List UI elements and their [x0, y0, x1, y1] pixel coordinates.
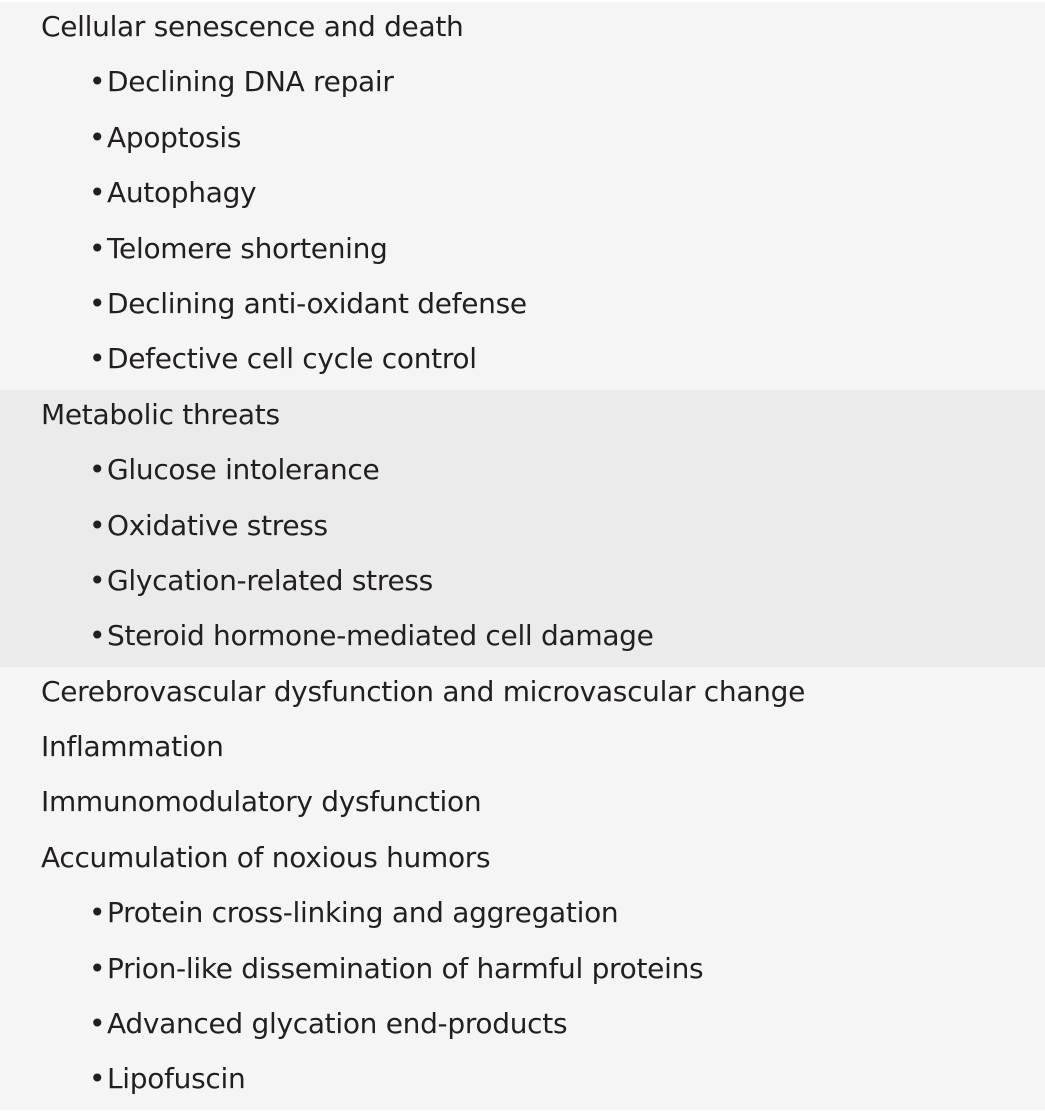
list-item-label: Advanced glycation end-products [107, 1007, 568, 1041]
group-heading: Metabolic threats [41, 397, 280, 431]
list-item-label: Steroid hormone-mediated cell damage [107, 619, 654, 653]
group-heading: Accumulation of noxious humors [41, 840, 491, 874]
list-item [0, 168, 1045, 223]
list-item-label: Prion-like dissemination of harmful proteins [107, 951, 704, 985]
list-item [0, 501, 1045, 556]
list-item-label: Oxidative stress [107, 508, 328, 542]
bullet-icon: • [89, 896, 106, 930]
list-item [0, 445, 1045, 500]
list-item [0, 556, 1045, 611]
bullet-icon: • [89, 951, 106, 985]
list-item-label: Apoptosis [107, 120, 242, 154]
group-inflammation [0, 722, 1045, 777]
list-item [0, 611, 1045, 666]
list-item [0, 999, 1045, 1054]
group-cerebrovascular [0, 667, 1045, 722]
list-item-label: Protein cross-linking and aggregation [107, 896, 619, 930]
list-item [0, 224, 1045, 279]
group-noxious-humors [0, 833, 1045, 1110]
bullet-icon: • [89, 176, 106, 210]
bullet-icon: • [89, 342, 106, 376]
list-item-label: Lipofuscin [107, 1062, 246, 1096]
group-heading: Cerebrovascular dysfunction and microvascular change [41, 674, 806, 708]
list-item [0, 57, 1045, 112]
list-item-label: Declining DNA repair [107, 65, 394, 99]
bullet-icon: • [89, 286, 106, 320]
list-item [0, 944, 1045, 999]
bullet-icon: • [89, 619, 106, 653]
bullet-icon: • [89, 120, 106, 154]
group-heading: Immunomodulatory dysfunction [41, 785, 482, 819]
list-item [0, 279, 1045, 334]
group-immunomodulatory [0, 777, 1045, 832]
group-metabolic-threats [0, 390, 1045, 667]
bullet-icon: • [89, 231, 106, 265]
group-heading: Cellular senescence and death [41, 10, 464, 43]
list-item [0, 334, 1045, 389]
list-item-label: Declining anti-oxidant defense [107, 286, 527, 320]
list-item [0, 888, 1045, 943]
bullet-icon: • [89, 563, 106, 597]
bullet-icon: • [89, 508, 106, 542]
list-item-label: Glycation-related stress [107, 563, 433, 597]
list-item [0, 113, 1045, 168]
list-item-label: Autophagy [107, 176, 257, 210]
bullet-icon: • [89, 65, 106, 99]
bullet-icon: • [89, 1062, 106, 1096]
group-heading: Inflammation [41, 730, 224, 764]
list-item-label: Defective cell cycle control [107, 342, 477, 376]
list-item [0, 1054, 1045, 1109]
list-item-label: Telomere shortening [107, 231, 388, 265]
bullet-icon: • [89, 1007, 106, 1041]
bullet-icon: • [89, 453, 106, 487]
group-cellular-senescence [0, 2, 1045, 390]
list-item-label: Glucose intolerance [107, 453, 380, 487]
